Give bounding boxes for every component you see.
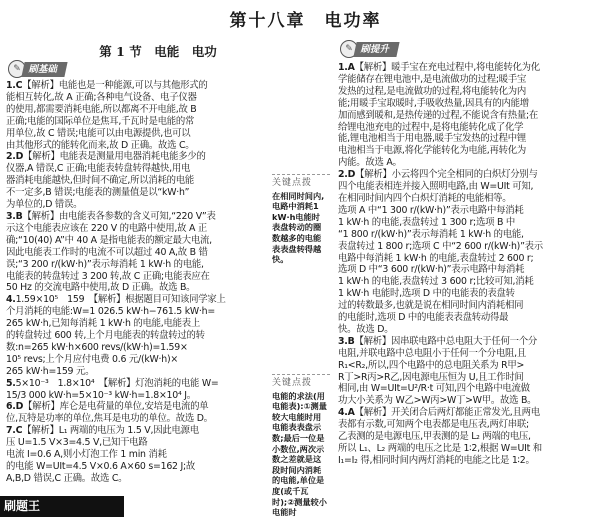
answer-text: 265 kW·h=159 元。 (6, 365, 95, 377)
answer-line (6, 342, 268, 354)
answer-text: 乙表测的是电源电压,甲表测的是 L₂ 两端的电压, (338, 431, 531, 443)
answer-line (6, 306, 268, 318)
answer-text: 15/3 000 kW·h=5×10⁻³ kW·h=1.8×10⁴ J。 (6, 389, 196, 401)
answer-text: 【解析】库仑是电荷量的单位,安培是电流的单 (23, 401, 209, 413)
answer-text: 表都有示数,可知两个电表都是电压表,两灯串联; (338, 419, 529, 431)
chapter-title: 第十八章 电功率 (229, 11, 382, 31)
question-number: 2.D (338, 169, 356, 181)
answer-text: 【解析】L₁ 两端的电压为 1.5 V,因此电源电 (22, 425, 199, 437)
answer-text: 不一定多,B 错误;电能表的测量值是以“kW·h” (6, 187, 190, 199)
answer-text: 的使用,都需要消耗电能,所以都离不开电能,故 B (6, 103, 197, 115)
answer-text: 【解析】由电能表各参数的含义可知,“220 V”表 (22, 210, 216, 222)
answer-line (6, 449, 268, 461)
answer-text: 的电能时,选项 D 中的电能表表盘转动得最 (338, 312, 509, 324)
answer-line (338, 383, 606, 395)
answer-text: 正确;电能的国际单位是焦耳,千瓦时是电能的常 (6, 115, 195, 127)
answer-text: 选项 A 中“1 300 r/(kW·h)”表示电路中每消耗 (338, 204, 524, 216)
answer-text: “1 800 r/(kW·h)”表示每消耗 1 kW·h 的电能, (338, 228, 524, 240)
answer-line (6, 187, 268, 199)
answer-line (6, 413, 268, 425)
answer-text: R丁>R丙>R乙,因电源电压恒为 U,且工作时间 (338, 371, 524, 383)
answer-text: 位,瓦特是功率的单位,焦耳是电功的单位。故选 D。 (6, 413, 213, 425)
answer-line (338, 288, 606, 300)
side-note-divider (272, 374, 330, 375)
question-number: 7.C (6, 425, 23, 437)
answer-text: 快。故选 D。 (338, 323, 394, 335)
question-number: 3.B (338, 335, 355, 347)
answer-text: 【解析】暖手宝在充电过程中,将电能转化为化 (354, 62, 540, 73)
answer-text: 10⁵ revs;上个月应付电费 0.6 元/(kW·h)× (6, 353, 178, 365)
answer-text: 的电能 W=UIt=4.5 V×0.6 A×60 s=162 J;故 (6, 461, 196, 472)
answer-line (338, 300, 606, 312)
answer-text: 1.59×10⁵ 159 【解析】根据题目可知该同学家上 (15, 294, 226, 306)
answer-line (338, 431, 606, 443)
answer-line (6, 235, 268, 247)
answer-text: 所以 L₁、L₂ 两端的电压之比是 1∶2,根据 W=UIt 和 (338, 443, 542, 454)
answer-line (338, 312, 606, 324)
answer-line (338, 395, 606, 407)
basic-badge-label: 刷基础 (21, 62, 67, 77)
answer-text: 过的转数最多,也就是说在相同时间内消耗相同 (338, 300, 524, 312)
answer-text: 【解析】小云将四个完全相同的白炽灯分别与 (355, 169, 538, 181)
basic-badge (8, 60, 66, 78)
answer-text: 能相互转化,故 A 正确;各种电气设备、电子仪器 (6, 91, 197, 103)
answer-text: 电路中每消耗 1 kW·h 的电能,表盘转过 2 600 r; (338, 252, 534, 264)
answer-text: 【解析】电能也是一种能源,可以与其他形式的 (22, 80, 208, 91)
answer-line (338, 336, 606, 348)
answer-line (338, 133, 606, 145)
answer-line (338, 229, 606, 241)
answer-text: 能;用暖手宝取暖时,手吸收热量,因具有的内能增 (338, 97, 529, 109)
answer-line (6, 390, 268, 402)
answer-line (6, 199, 268, 211)
question-number: 1.A (338, 62, 355, 73)
answer-text: 相同,由 W=UIt=U²/R·t 可知,四个电路中电流做 (338, 383, 530, 395)
answer-text: 的转盘转过 600 转,上个月电能表的转盘转过的转 (6, 330, 205, 342)
side-note-heading: 关键点拨 (272, 378, 313, 388)
question-number: 4. (6, 294, 16, 306)
question-number: 4.A (338, 407, 355, 419)
answer-line (338, 217, 606, 229)
answer-text: 给锂电池充电的过程中,是将电能转化成了化学 (338, 121, 524, 133)
answer-text: 电能表的转盘转过 3 200 转,故 C 正确;电能表应在 (6, 270, 210, 282)
answer-line (338, 122, 606, 134)
right-answer-column (338, 62, 606, 467)
answer-line (6, 116, 268, 128)
answer-line (6, 366, 268, 378)
answer-line (338, 110, 606, 122)
answer-line (338, 264, 606, 276)
answer-text: 内能。故选 A。 (338, 157, 402, 169)
answer-line (6, 461, 268, 473)
answer-line (6, 259, 268, 271)
answer-text: 电阻,并联电路中总电阻小于任何一个分电阻,且 (338, 347, 526, 359)
question-number: 5. (6, 377, 16, 389)
answer-line (338, 157, 606, 169)
answer-line (6, 378, 268, 390)
side-note-2 (272, 378, 328, 517)
answer-line (338, 407, 606, 419)
answer-line (6, 247, 268, 259)
answer-line (6, 80, 268, 92)
answer-line (338, 193, 606, 205)
answer-text: 误;“3 200 r/(kW·h)”表示每消耗 1 kW·h 的电能, (6, 258, 204, 270)
answer-line (6, 92, 268, 104)
question-number: 3.B (6, 210, 23, 222)
answer-text: 【解析】电能表是测量用电器消耗电能多少的 (23, 151, 206, 163)
answer-line (338, 241, 606, 253)
answer-text: 由其他形式的能转化而来,故 D 正确。故选 C。 (6, 139, 195, 151)
answer-line (6, 163, 268, 175)
answer-line (338, 360, 606, 372)
section-title: 第 1 节 电能 电功 (99, 44, 217, 59)
answer-line (6, 140, 268, 152)
answer-text: 示这个电能表应该在 220 V 的电路中使用,故 A 正 (6, 222, 207, 234)
answer-line (6, 294, 268, 306)
answer-line (6, 223, 268, 235)
answer-line (6, 473, 268, 485)
answer-text: 1 kW·h 的电能,表盘转过 1 300 r;选项 B 中 (338, 216, 515, 228)
answer-text: 1 kW·h 电能时,选项 D 中的电能表的表盘转 (338, 288, 515, 300)
answer-text: 5×10⁻³ 1.8×10⁴ 【解析】灯泡消耗的电能 W= (15, 377, 219, 389)
answer-line (338, 98, 606, 110)
answer-text: 用单位,故 C 错误;电能可以由电源提供,也可以 (6, 127, 191, 139)
answer-line (338, 276, 606, 288)
answer-text: 学能储存在锂电池中,是电流做功的过程;暖手宝 (338, 73, 527, 85)
answer-line (338, 372, 606, 384)
question-number: 2.D (6, 151, 24, 163)
answer-text: 因此电能表工作时的电流不可以超过 40 A,故 B 错 (6, 246, 208, 258)
advance-badge (340, 40, 398, 58)
answer-text: I₁=I₂ 得,相同时间内两灯消耗的电能之比是 1∶2。 (338, 454, 535, 466)
answer-text: 【解析】因串联电路中总电阻大于任何一个分 (354, 335, 537, 347)
side-note-divider (272, 174, 330, 175)
advance-badge-label: 刷提升 (353, 42, 399, 57)
answer-text: 为单位的,D 错误。 (6, 199, 83, 211)
answer-text: 四个电能表相连并接入照明电路,由 W=UIt 可知, (338, 181, 534, 193)
answer-text: 表盘转过 1 800 r;选项 C 中“2 600 r/(kW·h)”表示 (338, 240, 543, 252)
answer-line (6, 151, 268, 163)
answer-text: 【解析】开关闭合后两灯都能正常发光,且两电 (354, 407, 540, 419)
side-note-text: 电能的求法(用电能表):①测量较大电能时用电能表表盘示数;最后一位是小数位,两次示数之差就是这段时间内消耗的电能,单位是度(或千瓦时);②测量较小电能时 (272, 390, 327, 517)
answer-line (6, 271, 268, 283)
answer-line (6, 330, 268, 342)
question-number: 6.D (6, 401, 24, 413)
answer-line (6, 175, 268, 187)
answer-text: 在相同时间内四个白炽灯消耗的电能相等。 (338, 192, 512, 204)
answer-text: 功大小关系为 W乙>W丙>W丁>W甲。故选 B。 (338, 395, 537, 407)
answer-line (6, 282, 268, 294)
answer-line (338, 324, 606, 336)
pencil-icon: ✎ (8, 60, 26, 78)
pencil-icon: ✎ (340, 40, 358, 58)
answer-line (338, 86, 606, 98)
answer-line (338, 62, 606, 74)
answer-line (338, 169, 606, 181)
answer-line (338, 145, 606, 157)
answer-text: 1 kW·h 的电能,表盘转过 3 600 r;比较可知,消耗 (338, 276, 534, 288)
answer-text: 确;“10(40) A”中 40 A 是指电能表的额定最大电流, (6, 234, 212, 246)
answer-line (338, 181, 606, 193)
answer-line (6, 354, 268, 366)
answer-text: 加而感到暖和,是热传递的过程,不能说含有热量;在 (338, 109, 538, 121)
side-note-1 (272, 178, 328, 265)
answer-text: 仪器,A 错误,C 正确;电能表转盘转得越快,用电 (6, 163, 191, 175)
answer-text: 压 U=1.5 V×3=4.5 V,已知干电路 (6, 437, 148, 449)
answer-line (6, 211, 268, 223)
answer-line (6, 128, 268, 140)
answer-text: 电流 I=0.6 A,则小灯泡工作 1 min 消耗 (6, 449, 167, 461)
answer-text: R₁<R₂,所以,四个电路中的总电阻关系为 R甲> (338, 359, 525, 371)
left-answer-column (6, 80, 268, 485)
answer-text: 器消耗电能越快,但时间不确定,所以消耗的电能 (6, 175, 194, 187)
answer-line (6, 401, 268, 413)
answer-line (338, 205, 606, 217)
question-number: 1.C (6, 80, 23, 91)
answer-text: 电池相当于电源,将化学能转化为电能,再转化为 (338, 145, 526, 157)
answer-text: 265 kW·h,已知每消耗 1 kW·h 的电能,电能表上 (6, 318, 200, 330)
answer-line (338, 419, 606, 431)
answer-text: A,B,D 错误,C 正确。故选 C。 (6, 472, 128, 484)
answer-line (6, 318, 268, 330)
answer-line (6, 437, 268, 449)
publisher-logo: 刷题王 (0, 496, 124, 517)
answer-text: 个月消耗的电能:W=1 026.5 kW·h−761.5 kW·h= (6, 306, 215, 318)
answer-text: 发热的过程,是电流做功的过程,将电能转化为内 (338, 85, 526, 97)
answer-text: 选项 D 中“3 600 r/(kW·h)”表示电路中每消耗 (338, 264, 525, 276)
answer-line (338, 443, 606, 455)
answer-line (338, 348, 606, 360)
answer-line (338, 74, 606, 86)
answer-text: 能,锂电池相当于用电器,暖手宝发热的过程中锂 (338, 133, 526, 145)
answer-line (6, 425, 268, 437)
answer-line (6, 104, 268, 116)
side-note-text: 在相同时间内,电路中消耗1 kW·h电能时表盘转动的圈数越多的电能表表盘转得越快。 (272, 190, 325, 265)
answer-text: 50 Hz 的交流电路中使用,故 D 正确。故选 B。 (6, 282, 196, 294)
answer-line (338, 455, 606, 467)
side-note-heading: 关键点拨 (272, 178, 313, 188)
answer-text: 数:n=265 kW·h×600 revs/(kW·h)=1.59× (6, 341, 188, 353)
answer-line (338, 253, 606, 265)
